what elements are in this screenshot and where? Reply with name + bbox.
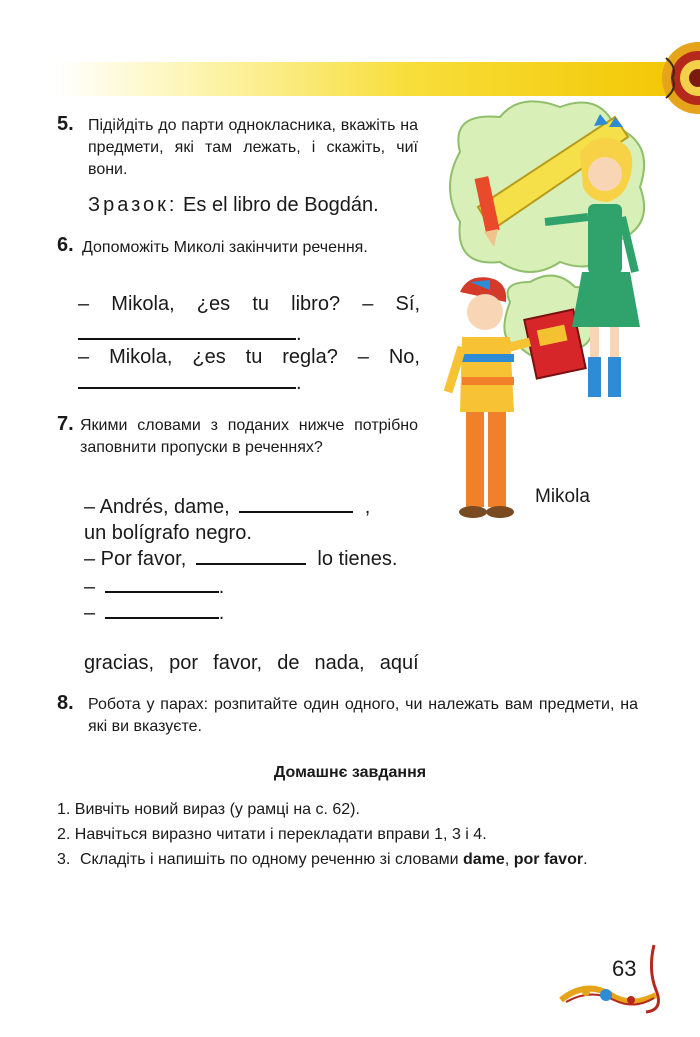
ex5-number: 5. [57, 113, 74, 135]
ex6-blank1: . [78, 321, 302, 348]
ex7-line3 [84, 546, 397, 573]
homework-item-1 [57, 799, 642, 821]
illustration-caption: Mikola [535, 486, 590, 507]
keyword-separator: , [504, 851, 510, 868]
ex7-line3-start: – Por favor, [84, 548, 187, 570]
ex8-text: Робота у парах: розпитайте один одного, чи належать вам предмети, на які ви вказуєте. [88, 696, 638, 735]
ex6-blank2: . [78, 370, 302, 397]
ex5-sample [88, 192, 428, 219]
ex6-line1: – Mikola, ¿es tu libro? – Sí, [78, 293, 420, 315]
homework-item-number: 1. [57, 801, 71, 818]
keyword-dame: dame [463, 851, 505, 868]
ornament-bottom-icon [556, 940, 691, 1015]
homework-title: Домашнє завдання [273, 764, 427, 781]
homework-item-text: Навчіться виразно читати і перекладати вправи 1, 3 і 4. [74, 826, 487, 843]
ex7-dash: – [84, 576, 96, 598]
ex7-words: gracias, por favor, de nada, aquí [84, 652, 419, 674]
ex5-text: Підійдіть до парти однокласника, вкажіть на предмети, які там лежать, і скажіть, чиї вони. [88, 117, 418, 178]
homework-item-text: Вивчіть новий вираз (у рамці на с. 62). [74, 801, 360, 818]
ex7-line3-end: lo tienes. [317, 548, 398, 570]
ex7-line2: un bolígrafo negro. [84, 522, 252, 544]
item-end-period: . [583, 851, 588, 868]
ex6-number: 6. [57, 234, 74, 256]
ex7-line1-end: , [364, 496, 371, 518]
ex6-line2: – Mikola, ¿es tu regla? – No, [78, 346, 420, 368]
ex5-sample-text: Es el libro de Bogdán. [183, 194, 379, 216]
homework-item-3 [57, 849, 642, 871]
homework-item-text: Складіть і напишіть по одному реченню зі словами [80, 851, 459, 868]
ex6-text: Допоможіть Миколі закінчити речення. [82, 239, 368, 256]
ex7-dash: – [84, 602, 96, 624]
homework-item-2 [57, 824, 642, 846]
ex8-number: 8. [57, 692, 74, 714]
ex7-number: 7. [57, 413, 74, 435]
ex7-line1-start: – Andrés, dame, [84, 496, 230, 518]
header-band [55, 62, 700, 96]
ornament-top-icon [648, 38, 700, 118]
keyword-por-favor: por favor [513, 851, 584, 868]
ex7-text: Якими словами з поданих нижче потрібно заповнити пропуски в реченнях? [80, 417, 418, 456]
ex7-line4: – . [84, 576, 225, 598]
homework-item-number: 3. [57, 851, 71, 868]
ex7-line5: – . [84, 602, 225, 624]
illustration [440, 92, 655, 532]
ex7-line1 [84, 494, 370, 521]
ex5-sample-label: Зразок: [88, 194, 178, 216]
page-number: 63 [612, 956, 637, 981]
homework-item-number: 2. [57, 826, 71, 843]
